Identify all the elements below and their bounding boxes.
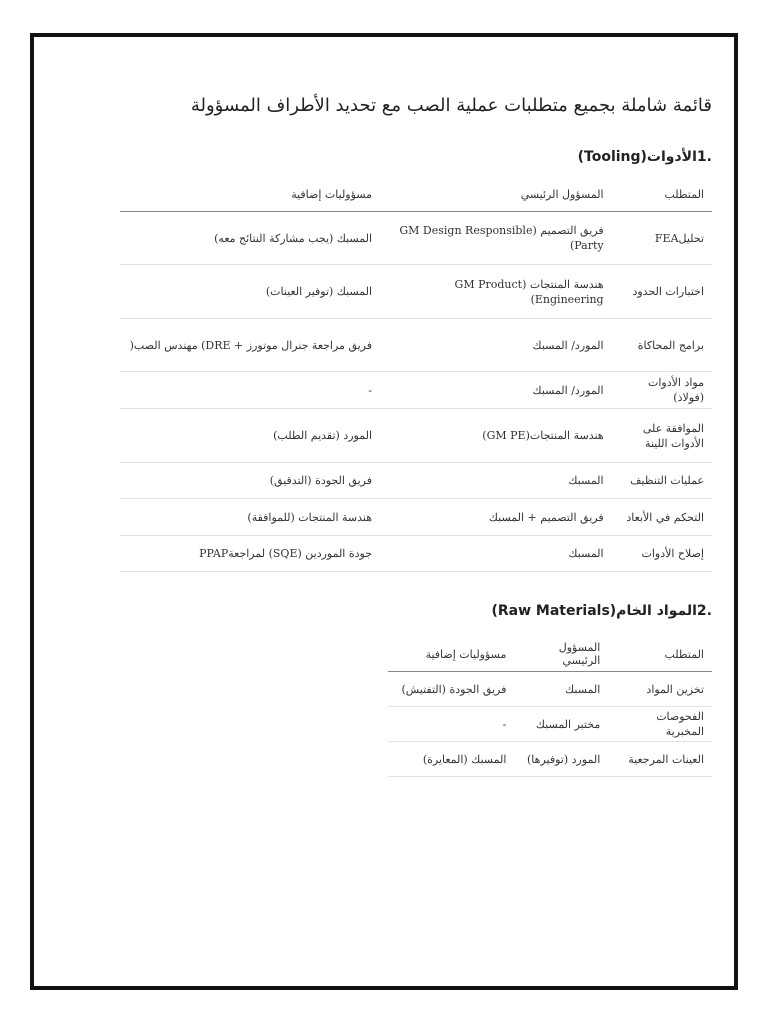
document-frame — [30, 33, 738, 990]
raw-materials-table — [388, 637, 712, 777]
table-row — [120, 499, 712, 536]
cell-primary: المسبك — [380, 536, 612, 572]
table-row — [120, 536, 712, 572]
cell-additional: فريق الجودة (التفتيش) — [388, 672, 514, 707]
table-header-row — [388, 637, 712, 672]
cell-additional: المسبك (المعايرة) — [388, 742, 514, 777]
cell-primary: المورد/ المسبك — [380, 319, 612, 372]
document-title: قائمة شاملة بجميع متطلبات عملية الصب مع تحديد الأطراف المسؤولة — [190, 95, 712, 116]
table-row — [120, 463, 712, 499]
cell-primary: فريق التصميم + المسبك — [380, 499, 612, 536]
cell-requirement: مواد الأدوات (فولاذ) — [612, 372, 712, 409]
cell-additional: المسبك (توفير العينات) — [120, 265, 380, 319]
cell-requirement: التحكم في الأبعاد — [612, 499, 712, 536]
table-row — [388, 672, 712, 707]
cell-additional: - — [120, 372, 380, 409]
column-header-requirement: المتطلب — [608, 637, 712, 672]
cell-primary: المورد/ المسبك — [380, 372, 612, 409]
cell-requirement: الفحوصات المخبرية — [608, 707, 712, 742]
tooling-table — [120, 177, 712, 572]
cell-primary: المسبك — [380, 463, 612, 499]
column-header-additional-responsibilities: مسؤوليات إضافية — [120, 177, 380, 212]
section-heading-raw-materials: .2المواد الخام(Raw Materials) — [491, 603, 712, 619]
table-row — [120, 409, 712, 463]
cell-additional: هندسة المنتجات (للموافقة) — [120, 499, 380, 536]
cell-requirement: العينات المرجعية — [608, 742, 712, 777]
cell-additional: جودة الموردين (SQE) لمراجعةPPAP — [120, 536, 380, 572]
cell-primary: المورد (توفيرها) — [514, 742, 608, 777]
cell-requirement: الموافقة على الأدوات اللينة — [612, 409, 712, 463]
cell-primary: هندسة المنتجات (GM Product Engineering) — [380, 265, 612, 319]
column-header-requirement: المتطلب — [612, 177, 712, 212]
cell-additional: فريق الجودة (التدقيق) — [120, 463, 380, 499]
column-header-primary-responsible: المسؤول الرئيسي — [514, 637, 608, 672]
cell-additional: المسبك (يجب مشاركة النتائج معه) — [120, 212, 380, 265]
cell-additional: فريق مراجعة جنرال موتورز + DRE) مهندس الصب( — [120, 319, 380, 372]
cell-requirement: إصلاح الأدوات — [612, 536, 712, 572]
cell-requirement: برامج المحاكاة — [612, 319, 712, 372]
column-header-additional-responsibilities: مسؤوليات إضافية — [388, 637, 514, 672]
cell-primary: المسبك — [514, 672, 608, 707]
cell-requirement: تحليلFEA — [612, 212, 712, 265]
table-row — [388, 742, 712, 777]
cell-additional: - — [388, 707, 514, 742]
cell-additional: المورد (تقديم الطلب) — [120, 409, 380, 463]
cell-requirement: تخزين المواد — [608, 672, 712, 707]
table-row — [120, 372, 712, 409]
cell-primary: مختبر المسبك — [514, 707, 608, 742]
table-row — [120, 265, 712, 319]
table-row — [388, 707, 712, 742]
cell-requirement: اختبارات الحدود — [612, 265, 712, 319]
table-row — [120, 212, 712, 265]
table-header-row — [120, 177, 712, 212]
table-row — [120, 319, 712, 372]
section-heading-tooling: .1الأدوات(Tooling) — [577, 149, 712, 165]
column-header-primary-responsible: المسؤول الرئيسي — [380, 177, 612, 212]
cell-primary: هندسة المنتجات(GM PE) — [380, 409, 612, 463]
cell-requirement: عمليات التنظيف — [612, 463, 712, 499]
cell-primary: فريق التصميم (GM Design Responsible Party) — [380, 212, 612, 265]
